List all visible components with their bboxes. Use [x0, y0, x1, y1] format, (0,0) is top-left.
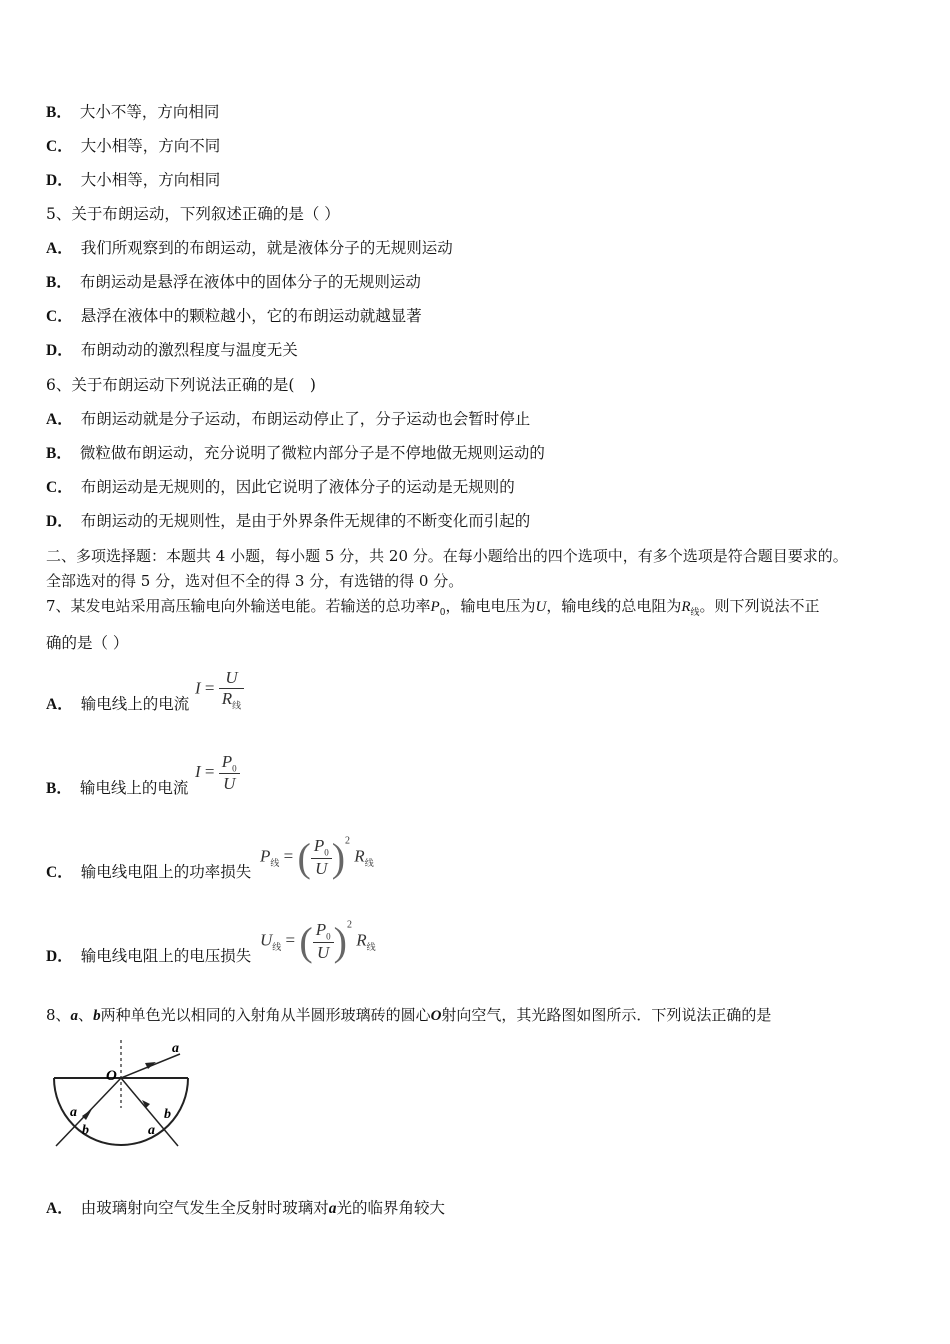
q7-stem-line1: 7、某发电站采用高压输电向外输送电能。若输送的总功率$P_0$，输电电压为U，输电线的总电阻为$R_线$。则下列说法不正 [46, 597, 820, 618]
section2-heading: 二、多项选择题：本题共 4 小题，每小题 5 分，共 20 分。在每小题给出的四个选项中，有多个选项是符合题目要求的。 [46, 547, 848, 565]
label-a-top: a [172, 1041, 179, 1056]
q6-option-c: C． 布朗运动是无规则的，因此它说明了液体分子的运动是无规则的 [46, 478, 515, 496]
q6-option-a: A． 布朗运动就是分子运动，布朗运动停止了，分子运动也会暂时停止 [46, 410, 531, 428]
q7-stem-line2: 确的是（ ） [46, 634, 129, 652]
q5-option-d: D． 布朗动动的激烈程度与温度无关 [46, 341, 298, 359]
formula-current-b: I = $\frac{P_0}{U}$ [195, 752, 240, 794]
formula-current-a: I = $\frac{U}{R_线}$ [195, 668, 244, 711]
formula-voltage-loss: $U_线$ = ( $\frac{P_0}{U}$ )$^2$ $R_线$ [260, 919, 376, 964]
q6-stem: 6、关于布朗运动下列说法正确的是( ) [46, 376, 316, 394]
ray-left-arrow [82, 1109, 92, 1120]
q4-option-d: D． 大小相等，方向相同 [46, 171, 221, 189]
q8-option-a: A． 由玻璃射向空气发生全反射时玻璃对a光的临界角较大 [46, 1199, 445, 1217]
q6-option-b: B． 微粒做布朗运动，充分说明了微粒内部分子是不停地做无规则运动的 [46, 444, 545, 462]
q5-option-b: B． 布朗运动是悬浮在液体中的固体分子的无规则运动 [46, 273, 421, 291]
q7-option-b: B． 输电线上的电流 [46, 779, 189, 797]
label-b-left: b [82, 1123, 89, 1138]
q7-option-c: C． 输电线电阻上的功率损失 [46, 863, 252, 881]
q5-option-a: A． 我们所观察到的布朗运动，就是液体分子的无规则运动 [46, 239, 453, 257]
label-a-left: a [70, 1105, 77, 1120]
section2-instructions: 全部选对的得 5 分，选对但不全的得 3 分，有选错的得 0 分。 [46, 572, 464, 590]
label-o: O [106, 1068, 117, 1084]
q7-option-d: D． 输电线电阻上的电压损失 [46, 947, 252, 965]
q5-stem: 5、关于布朗运动，下列叙述正确的是（ ） [46, 205, 340, 223]
q6-option-d: D． 布朗运动的无规则性，是由于外界条件无规律的不断变化而引起的 [46, 512, 531, 530]
label-b-right: b [164, 1107, 171, 1122]
q5-option-c: C． 悬浮在液体中的颗粒越小，它的布朗运动就越显著 [46, 307, 422, 325]
q4-option-c: C． 大小相等，方向不同 [46, 137, 221, 155]
formula-power-loss: $P_线$ = ( $\frac{P_0}{U}$ )$^2$ $R_线$ [260, 835, 374, 880]
q8-optics-figure [46, 1038, 196, 1154]
q8-stem: 8、a、b两种单色光以相同的入射角从半圆形玻璃砖的圆心O射向空气，其光路图如图所示．下列说法正确的是 [46, 1006, 772, 1024]
label-a-right: a [148, 1123, 155, 1138]
q4-option-b: B． 大小不等，方向相同 [46, 103, 220, 121]
q7-option-a: A． 输电线上的电流 [46, 695, 190, 713]
